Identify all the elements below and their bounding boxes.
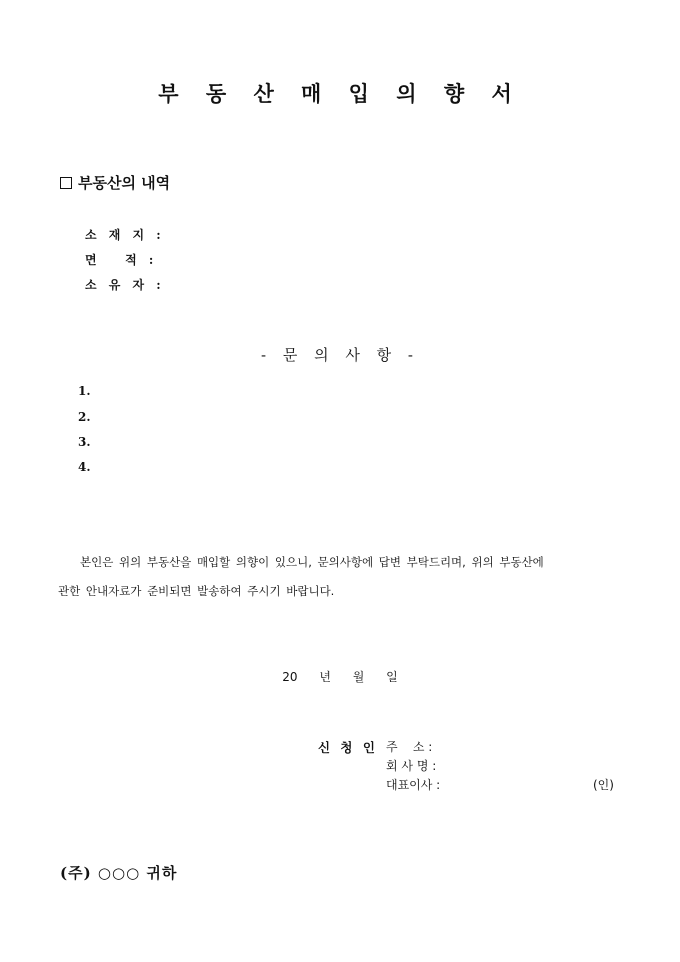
applicant-company — [386, 757, 452, 774]
property-section-heading — [60, 172, 170, 193]
applicant-address — [386, 738, 452, 755]
applicant-ceo — [386, 776, 452, 793]
checkbox-icon — [60, 177, 72, 189]
statement-line-2: 관한 안내자료가 준비되면 발송하여 주시기 바랍니다. — [58, 584, 335, 598]
applicant-label: 신 청 인 — [318, 740, 378, 755]
seal-mark: (인) — [593, 778, 614, 792]
date-line: 20 년 월 일 — [282, 670, 398, 684]
applicant-ceo-label: 대표이사 : — [386, 778, 441, 792]
field-owner-label: 소 유 자 : — [85, 278, 165, 292]
addressee: (주) ○○○ 귀하 — [60, 864, 178, 882]
field-area — [85, 251, 158, 268]
inquiry-title: - 문 의 사 항 - — [261, 346, 419, 364]
inquiry-item-2: 2. — [78, 410, 91, 424]
field-owner — [85, 276, 165, 293]
inquiry-item-3: 3. — [78, 435, 91, 449]
statement-line-1: 본인은 위의 부동산을 매입할 의향이 있으니, 문의사항에 답변 부탁드리며, 위의 부동산에 — [80, 555, 544, 569]
field-location-label: 소 재 지 : — [85, 228, 165, 242]
applicant-company-label: 회 사 명 : — [386, 759, 437, 773]
inquiry-item-4: 4. — [78, 460, 91, 474]
applicant-address-label: 주 소 : — [386, 740, 433, 754]
property-section-heading-text: 부동산의 내역 — [78, 174, 171, 192]
inquiry-item-1: 1. — [78, 384, 91, 398]
field-area-label: 면 적 : — [85, 253, 158, 267]
document-title: 부 동 산 매 입 의 향 서 — [158, 81, 522, 106]
field-location — [85, 226, 165, 243]
